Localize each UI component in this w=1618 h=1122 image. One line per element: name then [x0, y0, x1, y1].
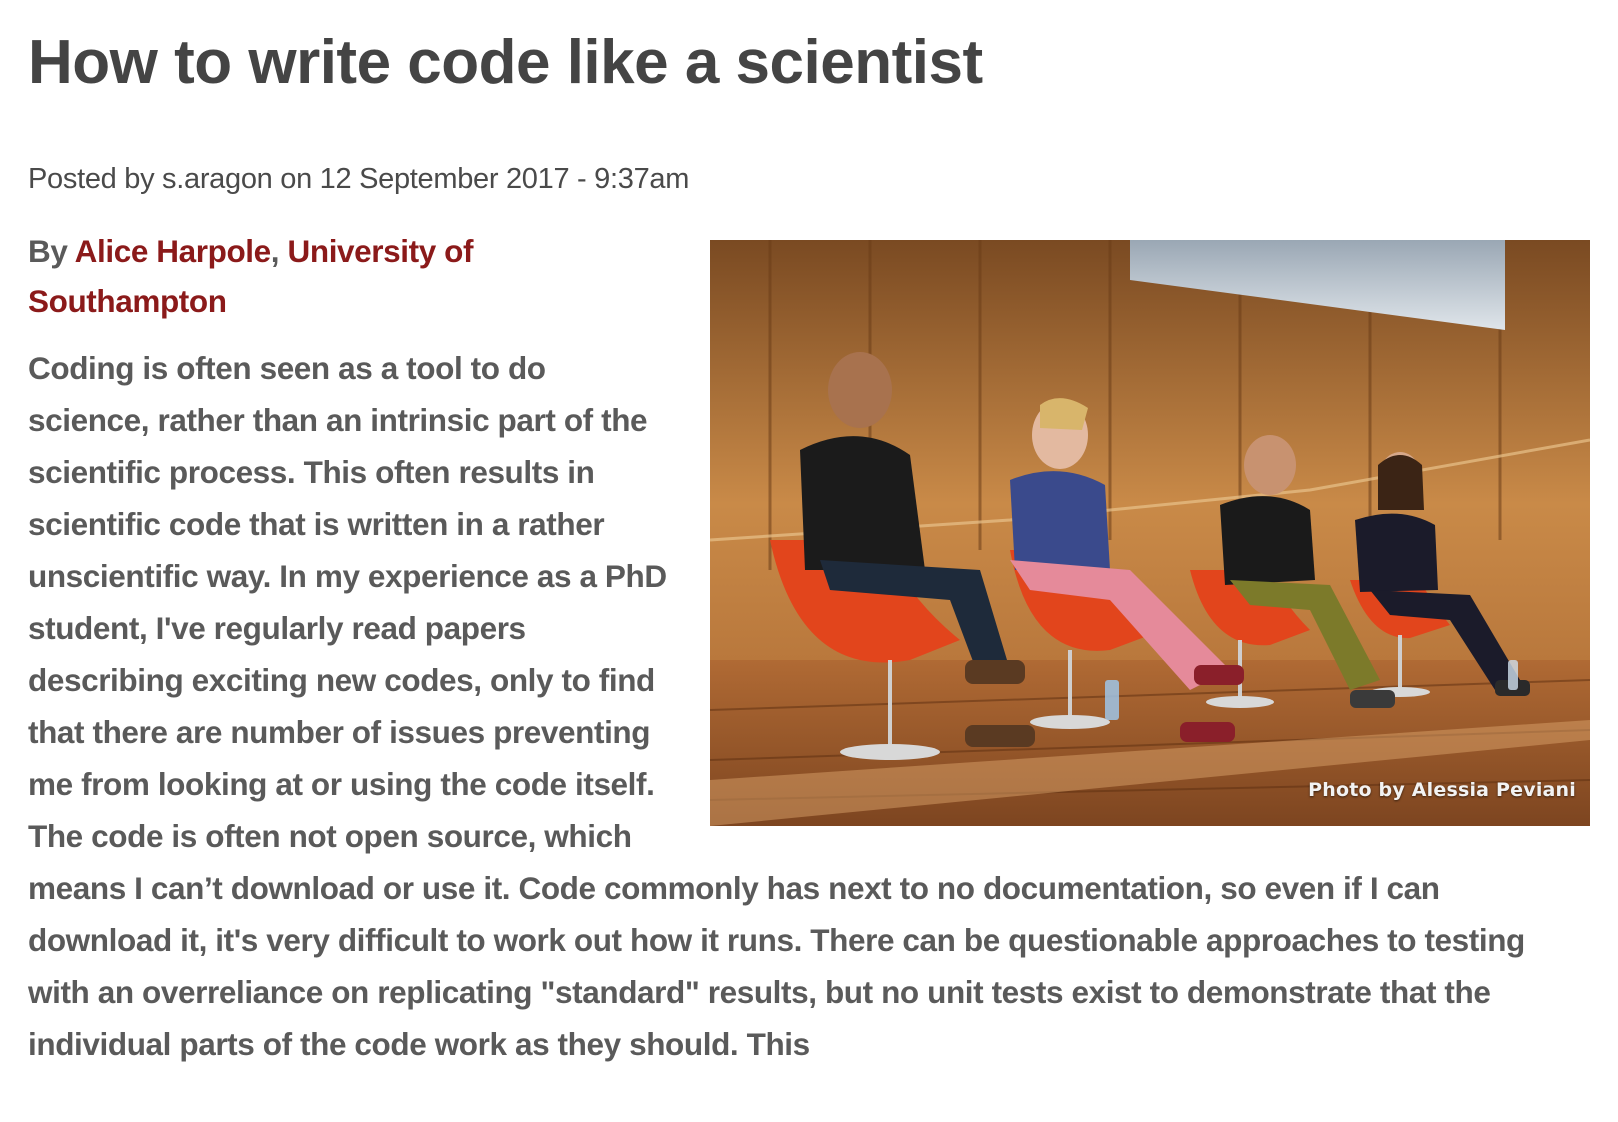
byline-prefix: By	[28, 233, 68, 269]
institution-link[interactable]: University of Southampton	[28, 233, 474, 319]
article-paragraph: Coding is often seen as a tool to do science, rather than an intrinsic part of the scientific process. This often results in scientific code that is written in a rather unscientific way. In my experience as a PhD student, I've regularly read papers describing exciting new codes, only to find that there are number of issues preventing me from looking at or using the code itself. The code is often not open source, which means I can’t download or use it. Code commonly has next to no documentation, so even if I can download it, it's very difficult to work out how it runs. There can be questionable approaches to testing with an overreliance on replicating "standard" results, but no unit tests exist to demonstrate that the individual parts of the code work as they should. This	[28, 350, 1525, 1062]
article-body	[28, 226, 1590, 1070]
byline-separator: ,	[270, 233, 280, 269]
panel-discussion-photo	[710, 240, 1590, 826]
article-photo	[710, 240, 1590, 826]
photo-credit: Photo by Alessia Peviani	[1308, 779, 1576, 801]
page-title: How to write code like a scientist	[28, 28, 983, 97]
author-link[interactable]: Alice Harpole	[74, 233, 271, 269]
post-meta: Posted by s.aragon on 12 September 2017 - 9:37am	[28, 163, 690, 195]
